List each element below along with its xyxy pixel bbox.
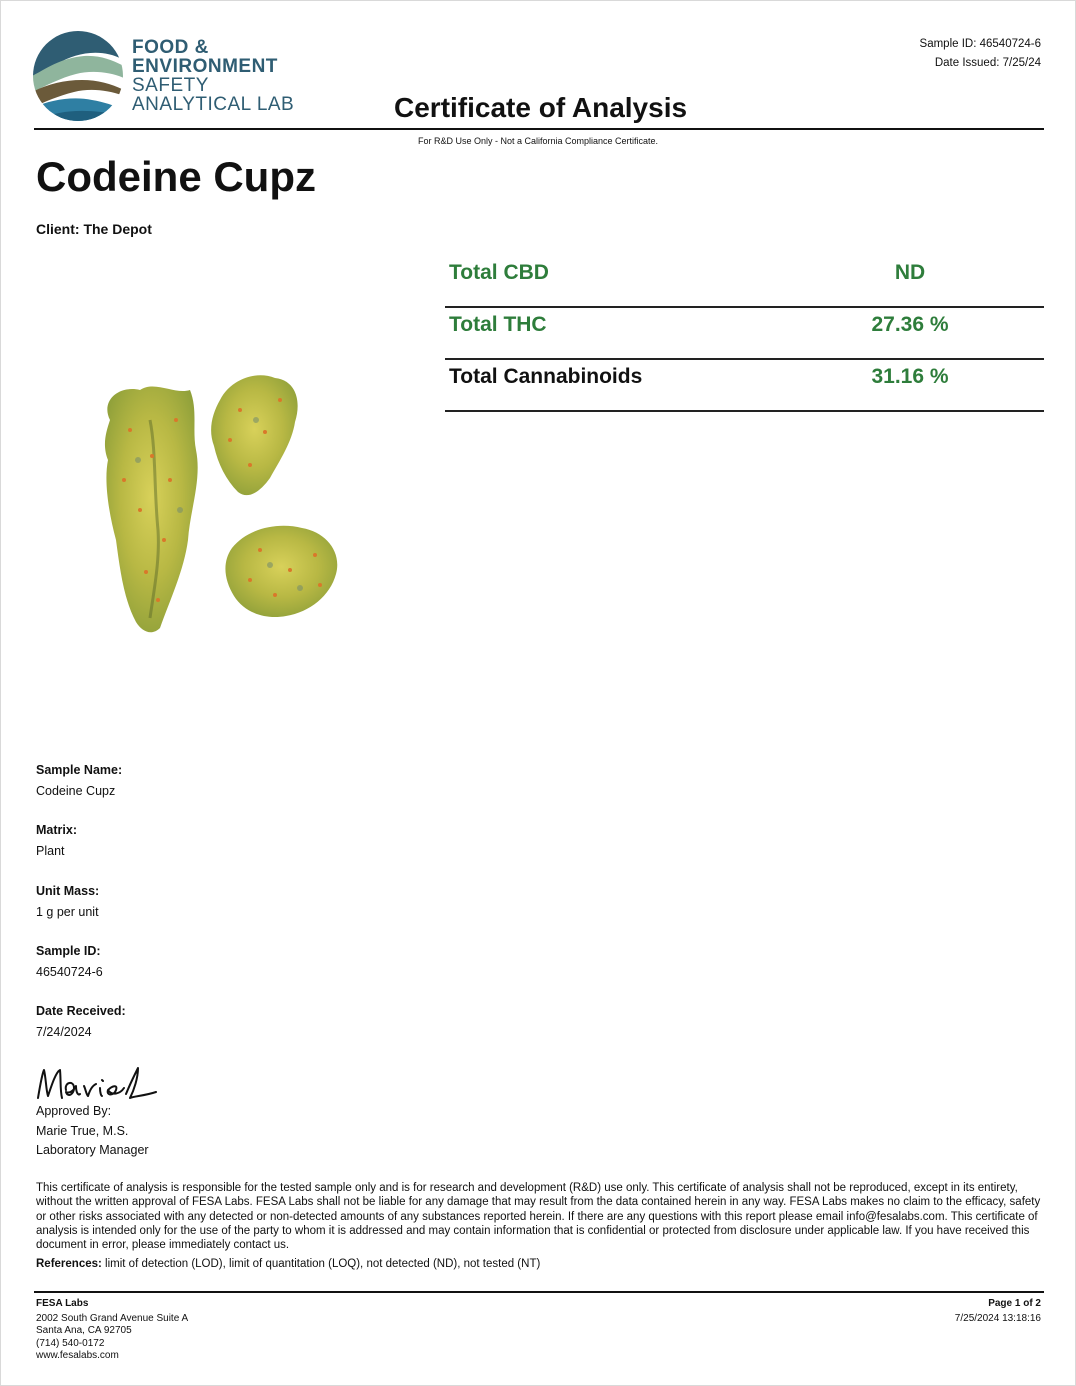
detail-matrix [36, 822, 336, 882]
signature-image [34, 1060, 164, 1104]
date-issued: Date Issued: 7/25/24 [934, 57, 1041, 69]
detail-label: Unit Mass: [36, 883, 100, 898]
footer-website: www.fesalabs.com [36, 1350, 119, 1361]
approval-block [36, 1102, 149, 1161]
detail-label: Matrix: [36, 823, 77, 838]
cannabinoid-summary [445, 258, 1044, 414]
sample-meta [920, 35, 1041, 73]
summary-row-thc [445, 310, 1044, 360]
detail-unit-mass [36, 883, 336, 943]
references-label: References: [36, 1258, 102, 1270]
lab-logo-icon [32, 30, 124, 122]
logo-line-2: ENVIRONMENT [132, 56, 278, 77]
detail-label: Date Received: [36, 1004, 126, 1019]
sample-details [36, 762, 336, 1063]
footer-address-1: 2002 South Grand Avenue Suite A [36, 1312, 189, 1324]
detail-value: Plant [36, 844, 65, 859]
detail-label: Sample Name: [36, 763, 123, 777]
footer-phone: (714) 540-0172 [36, 1337, 105, 1349]
summary-row-total [445, 362, 1044, 412]
summary-row-cbd [445, 258, 1044, 308]
summary-label: Total CBD [449, 261, 549, 284]
references [36, 1257, 1041, 1271]
footer-meta [955, 1298, 1041, 1325]
detail-sample-id [36, 943, 336, 1003]
product-name: Codeine Cupz [36, 153, 316, 200]
summary-value: ND [894, 261, 926, 284]
lab-logo-wordmark [132, 38, 294, 114]
approver-role: Laboratory Manager [36, 1143, 149, 1157]
logo-line-4: ANALYTICAL LAB [132, 94, 295, 115]
footer-timestamp: 7/25/2024 13:18:16 [954, 1312, 1041, 1324]
summary-value: 31.16 % [871, 365, 949, 388]
detail-value: 7/24/2024 [36, 1025, 92, 1040]
logo-line-1: FOOD & [132, 37, 209, 58]
detail-sample-name [36, 762, 336, 822]
detail-label: Sample ID: [36, 943, 101, 958]
detail-date-received [36, 1003, 336, 1063]
client-name: Client: The Depot [36, 221, 152, 237]
detail-value: 1 g per unit [36, 904, 99, 919]
detail-value: Codeine Cupz [36, 784, 116, 798]
sample-id-header: Sample ID: 46540724-6 [919, 38, 1041, 50]
document-title: Certificate of Analysis [394, 92, 688, 123]
header-divider [34, 128, 1044, 130]
cannabis-bud-image [80, 360, 370, 660]
references-text: limit of detection (LOD), limit of quantitation (LOQ), not detected (ND), not tested (NT) [105, 1258, 541, 1270]
summary-label: Total Cannabinoids [449, 365, 643, 388]
footer-divider [34, 1291, 1044, 1293]
footer-company: FESA Labs [36, 1298, 89, 1309]
approved-by-label: Approved By: [36, 1104, 112, 1118]
summary-value: 27.36 % [871, 313, 949, 336]
legal-disclaimer: This certificate of analysis is responsible for the tested sample only and is for research and development (R&D) use only. This certificate of analysis shall not be reproduced, except in its entirety, without the written approval of FESA Labs. FESA Labs shall not be liable for any damage that may result from the data contained herein in any way. FESA Labs makes no claim to the efficacy, safety or other risks associated with any detected or non-detected amounts of any substances reported herein. If there are any questions with this report please email info@fesalabs.com. This certificate of analysis is intended only for the use of the party to whom it is addressed and may contain information that is confidential or protected from disclosure under applicable law. If you have received this document in error, please immediately contact us. [36, 1182, 1041, 1252]
logo-line-3: SAFETY [132, 75, 209, 96]
rd-disclaimer: For R&D Use Only - Not a California Compliance Certificate. [417, 136, 659, 146]
page-number: Page 1 of 2 [988, 1298, 1041, 1309]
approver-name: Marie True, M.S. [36, 1123, 129, 1138]
footer-address [36, 1298, 188, 1363]
summary-label: Total THC [449, 313, 547, 336]
detail-value: 46540724-6 [36, 964, 103, 979]
footer-address-2: Santa Ana, CA 92705 [36, 1325, 132, 1336]
